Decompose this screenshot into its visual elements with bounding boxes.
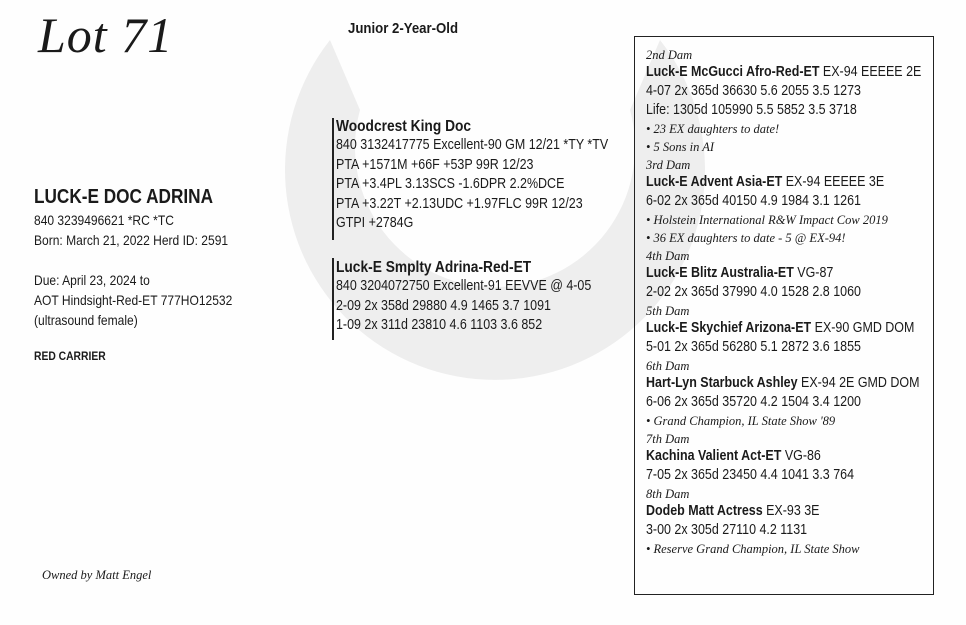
sire-line: 840 3132417775 Excellent-90 GM 12/21 *TY *TV bbox=[336, 137, 609, 153]
dam-line: 1-09 2x 311d 23810 4.6 1103 3.6 852 bbox=[336, 317, 543, 334]
service-sire: AOT Hindsight-Red-ET 777HO12532 bbox=[34, 292, 233, 308]
ancestor-name: Dodeb Matt Actress bbox=[646, 503, 763, 519]
ancestor-note: • Grand Champion, IL State Show '89 bbox=[646, 414, 836, 428]
ancestor-name: Luck-E Skychief Arizona-ET bbox=[646, 320, 812, 336]
generation-label: 8th Dam bbox=[646, 487, 690, 501]
ancestor-entry bbox=[646, 158, 946, 247]
ancestor-note: • Holstein International R&W Impact Cow 2019 bbox=[646, 213, 888, 227]
ancestor-name-line bbox=[646, 447, 904, 466]
dam-name: Luck-E Smplty Adrina-Red-ET bbox=[336, 259, 532, 276]
ancestor-name-line bbox=[646, 319, 915, 338]
ancestor-entry bbox=[646, 487, 946, 558]
ancestor-name-line bbox=[646, 173, 904, 192]
production-record: 6-02 2x 365d 40150 4.9 1984 3.1 1261 bbox=[646, 193, 861, 209]
sire-block bbox=[336, 118, 653, 234]
ancestor-note: • 23 EX daughters to date! bbox=[646, 122, 780, 136]
sire-line: PTA +3.4PL 3.13SCS -1.6DPR 2.2%DCE bbox=[336, 176, 565, 193]
generation-label: 3rd Dam bbox=[646, 158, 691, 172]
ancestor-entry bbox=[646, 359, 946, 430]
maternal-ancestry-box bbox=[634, 36, 934, 595]
red-carrier-badge: RED CARRIER bbox=[34, 349, 106, 363]
generation-label: 7th Dam bbox=[646, 432, 690, 446]
generation-label: 5th Dam bbox=[646, 304, 690, 318]
production-record: 2-02 2x 365d 37990 4.0 1528 2.8 1060 bbox=[646, 284, 861, 300]
ancestor-name: Luck-E McGucci Afro-Red-ET bbox=[646, 64, 820, 80]
dam-bracket bbox=[332, 258, 334, 340]
production-record: 3-00 2x 305d 27110 4.2 1131 bbox=[646, 522, 808, 538]
production-record: 5-01 2x 365d 56280 5.1 2872 3.6 1855 bbox=[646, 339, 861, 355]
ancestor-entry bbox=[646, 304, 946, 357]
due-date: Due: April 23, 2024 to bbox=[34, 272, 150, 288]
dam-block bbox=[336, 259, 633, 336]
ancestor-name-line bbox=[646, 374, 920, 393]
ancestor-name: Hart-Lyn Starbuck Ashley bbox=[646, 375, 798, 391]
sire-line: GTPI +2784G bbox=[336, 215, 414, 232]
production-record: Life: 1305d 105990 5.5 5852 3.5 3718 bbox=[646, 102, 857, 118]
ultrasound-note: (ultrasound female) bbox=[34, 312, 138, 328]
ancestor-name-line bbox=[646, 63, 922, 82]
ancestor-entry bbox=[646, 432, 946, 485]
ancestor-score: EX-90 GMD DOM bbox=[814, 320, 915, 336]
generation-label: 2nd Dam bbox=[646, 48, 693, 62]
animal-name: LUCK-E DOC ADRINA bbox=[34, 186, 214, 208]
production-record: 6-06 2x 365d 35720 4.2 1504 3.4 1200 bbox=[646, 394, 861, 410]
class-label: Junior 2-Year-Old bbox=[348, 20, 459, 37]
lot-title: Lot 71 bbox=[38, 7, 174, 63]
ancestor-score: VG-87 bbox=[797, 265, 834, 281]
sire-line: PTA +1571M +66F +53P 99R 12/23 bbox=[336, 156, 534, 173]
animal-registration: 840 3239496621 *RC *TC bbox=[34, 212, 174, 228]
ancestor-score: EX-94 EEEEE 2E bbox=[822, 64, 922, 80]
sire-name: Woodcrest King Doc bbox=[336, 118, 472, 135]
ancestor-note: • 36 EX daughters to date - 5 @ EX-94! bbox=[646, 231, 846, 245]
ancestor-note: • 5 Sons in AI bbox=[646, 140, 715, 154]
production-record: 4-07 2x 365d 36630 5.6 2055 3.5 1273 bbox=[646, 83, 861, 99]
ancestor-score: EX-94 EEEEE 3E bbox=[785, 174, 885, 190]
ancestor-name: Luck-E Blitz Australia-ET bbox=[646, 265, 794, 281]
ancestor-name: Kachina Valient Act-ET bbox=[646, 448, 782, 464]
animal-birth-info: Born: March 21, 2022 Herd ID: 2591 bbox=[34, 232, 229, 248]
sire-bracket bbox=[332, 118, 334, 240]
generation-label: 4th Dam bbox=[646, 249, 690, 263]
generation-label: 6th Dam bbox=[646, 359, 690, 373]
ancestor-score: EX-93 3E bbox=[766, 503, 820, 519]
ancestor-name-line bbox=[646, 264, 904, 283]
owner-line: Owned by Matt Engel bbox=[42, 568, 152, 582]
dam-line: 2-09 2x 358d 29880 4.9 1465 3.7 1091 bbox=[336, 297, 551, 314]
ancestor-name: Luck-E Advent Asia-ET bbox=[646, 174, 783, 190]
ancestor-entry bbox=[646, 249, 946, 302]
ancestry-list bbox=[646, 46, 946, 558]
ancestor-score: VG-86 bbox=[784, 448, 821, 464]
production-record: 7-05 2x 365d 23450 4.4 1041 3.3 764 bbox=[646, 467, 855, 483]
sire-line: PTA +3.22T +2.13UDC +1.97FLC 99R 12/23 bbox=[336, 195, 583, 212]
dam-line: 840 3204072750 Excellent-91 EEVVE @ 4-05 bbox=[336, 278, 592, 294]
ancestor-entry bbox=[646, 48, 946, 156]
ancestor-score: EX-94 2E GMD DOM bbox=[801, 375, 920, 391]
ancestor-note: • Reserve Grand Champion, IL State Show bbox=[646, 542, 860, 556]
ancestor-name-line bbox=[646, 502, 904, 521]
